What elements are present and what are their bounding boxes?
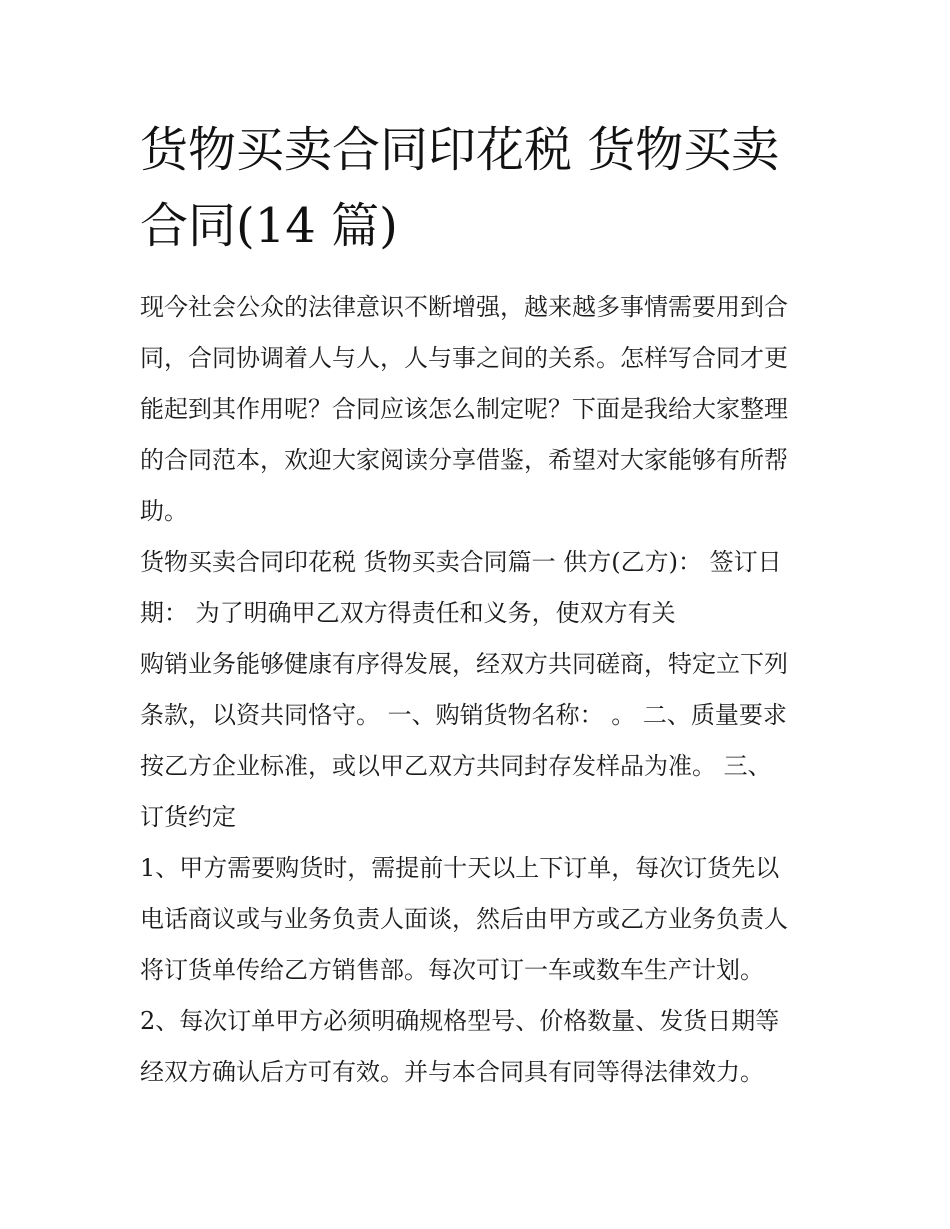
intro-line-1: 现今社会公众的法律意识不断增强，越来越多事情需要用到合 [140,293,788,321]
title-line-1: 货物买卖合同印花税 货物买卖 [140,122,780,178]
intro-line-3: 能起到其作用呢？合同应该怎么制定呢？下面是我给大家整理 [140,395,788,423]
intro-paragraph [140,282,812,537]
item2-line-1: 2、每次订单甲方必须明确规格型号、价格数量、发货日期等 [140,1007,780,1035]
order-item-1 [140,843,812,996]
section-heading-paragraph [140,537,812,639]
intro-line-5: 助。 [140,497,188,525]
item1-line-2: 电话商议或与业务负责人面谈，然后由甲方或乙方业务负责人 [140,905,788,933]
section-head-line-1: 货物买卖合同印花税 货物买卖合同篇一 供方(乙方)： 签订日 [140,548,782,576]
title-line-2: 合同(14 篇) [140,198,398,254]
section-head-line-2: 期： 为了明确甲乙双方得责任和义务，使双方有关 [140,599,676,627]
order-item-2 [140,996,812,1098]
terms-line-2: 条款，以资共同恪守。 一、购销货物名称： 。 二、质量要求 [140,701,787,729]
terms-line-1: 购销业务能够健康有序得发展，经双方共同磋商，特定立下列 [140,650,788,678]
terms-paragraph [140,639,812,843]
document-page [140,112,812,1098]
intro-line-4: 的合同范本，欢迎大家阅读分享借鉴，希望对大家能够有所帮 [140,446,788,474]
item1-line-1: 1、甲方需要购货时，需提前十天以上下订单，每次订货先以 [140,854,780,882]
item1-line-3: 将订货单传给乙方销售部。每次可订一车或数车生产计划。 [140,956,764,984]
terms-line-3: 按乙方企业标准，或以甲乙双方共同封存发样品为准。 三、 [140,752,772,780]
document-title [140,112,812,264]
terms-line-4: 订货约定 [140,803,236,831]
item2-line-2: 经双方确认后方可有效。并与本合同具有同等得法律效力。 [140,1058,764,1086]
intro-line-2: 同，合同协调着人与人，人与事之间的关系。怎样写合同才更 [140,344,788,372]
